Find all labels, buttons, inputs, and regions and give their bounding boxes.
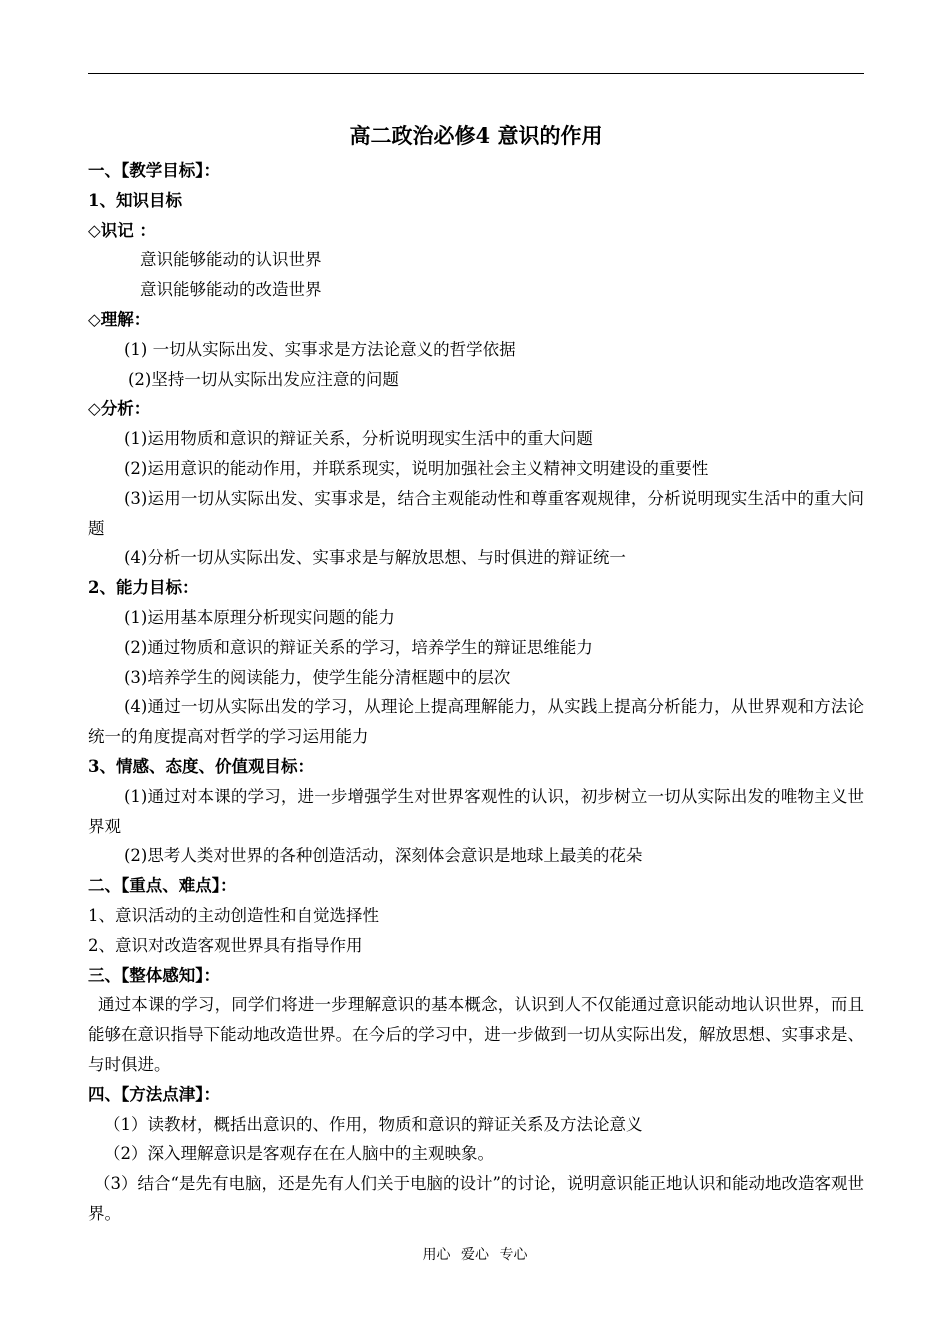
header-rule — [88, 73, 864, 74]
emotion-item: (2)思考人类对世界的各种创造活动，深刻体会意识是地球上最美的花朵 — [124, 846, 643, 866]
ability-item: (3)培养学生的阅读能力，使学生能分清框题中的层次 — [124, 667, 511, 687]
understand-item: (2)坚持一切从实际出发应注意的问题 — [128, 369, 399, 389]
method-item: （1）读教材，概括出意识的、作用，物质和意识的辩证关系及方法论意义 — [104, 1114, 643, 1134]
page-footer: 用心 爱心 专心 — [422, 1247, 528, 1263]
subheading-emotion: 3、情感、态度、价值观目标： — [88, 756, 314, 776]
subheading-ability: 2、能力目标： — [88, 578, 199, 598]
emotion-item: (1)通过对本课的学习，进一步增强学生对世界客观性的认识，初步树立一切从实际出发的唯物主义世界观 — [88, 786, 864, 836]
method-item: （2）深入理解意识是客观存在在人脑中的主观映象。 — [104, 1144, 494, 1164]
ability-item: (2)通过物质和意识的辩证关系的学习，培养学生的辩证思维能力 — [124, 637, 593, 657]
understand-heading: ◇理解： — [88, 309, 151, 329]
section-heading-objectives: 一、【教学目标】： — [88, 161, 220, 180]
overview-paragraph: 通过本课的学习，同学们将进一步理解意识的基本概念，认识到人不仅能通过意识能动地认识世界，而且能够在意识指导下能动地改造世界。在今后的学习中，进一步做到一切从实际出发，解放思想、实事求是、与时俱进。 — [88, 995, 864, 1074]
key-point-item: 1、意识活动的主动创造性和自觉选择性 — [88, 905, 379, 925]
section-heading-key-points: 二、【重点、难点】： — [88, 876, 237, 896]
analyze-heading: ◇分析： — [88, 399, 151, 419]
section-heading-methods: 四、【方法点津】： — [88, 1084, 220, 1104]
understand-item: (1) 一切从实际出发、实事求是方法论意义的哲学依据 — [124, 339, 516, 359]
analyze-item: (3)运用一切从实际出发、实事求是，结合主观能动性和尊重客观规律，分析说明现实生活中的重大问题 — [88, 488, 864, 538]
document-body — [88, 118, 864, 1229]
ability-item: (4)通过一切从实际出发的学习，从理论上提高理解能力，从实践上提高分析能力，从世界观和方法论统一的角度提高对哲学的学习运用能力 — [88, 697, 864, 747]
document-title: 高二政治必修4 意识的作用 — [349, 123, 603, 148]
memorize-item: 意识能够能动的认识世界 — [140, 250, 322, 270]
ability-item: (1)运用基本原理分析现实问题的能力 — [124, 607, 395, 627]
memorize-heading: ◇识记 ： — [88, 220, 156, 240]
analyze-item: (2)运用意识的能动作用，并联系现实，说明加强社会主义精神文明建设的重要性 — [124, 458, 709, 478]
subheading-knowledge: 1、知识目标 — [88, 190, 182, 210]
analyze-item: (1)运用物质和意识的辩证关系，分析说明现实生活中的重大问题 — [124, 429, 593, 449]
key-point-item: 2、意识对改造客观世界具有指导作用 — [88, 935, 363, 955]
method-item: （3）结合“是先有电脑，还是先有人们关于电脑的设计”的讨论，说明意识能正地认识和能动地改造客观世界。 — [88, 1174, 864, 1223]
analyze-item: (4)分析一切从实际出发、实事求是与解放思想、与时俱进的辩证统一 — [124, 548, 626, 568]
section-heading-overview: 三、【整体感知】： — [88, 965, 220, 985]
memorize-item: 意识能够能动的改造世界 — [140, 280, 322, 300]
